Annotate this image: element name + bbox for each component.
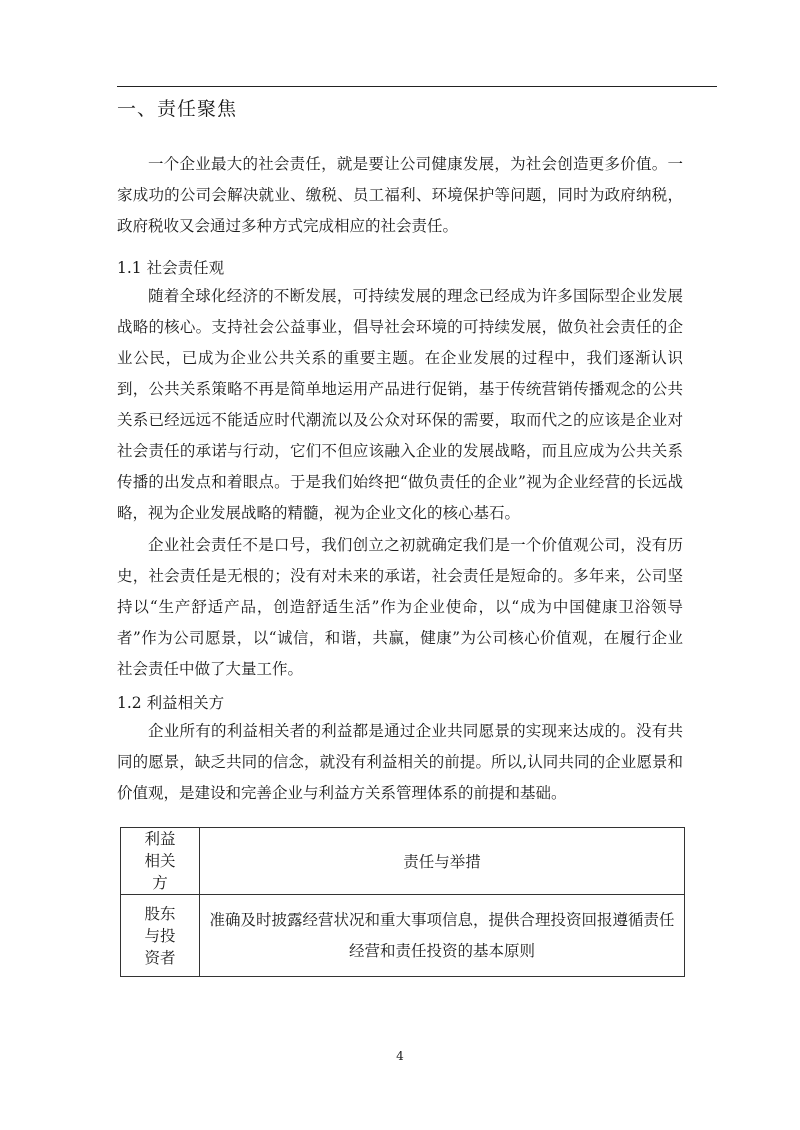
section-heading: 一、责任聚焦 [117,98,238,120]
table-header-responsibility: 责任与举措 [200,828,685,895]
table-cell-stakeholder: 股东与投资者 [121,895,200,977]
page-number: 4 [396,1049,404,1063]
stakeholder-paragraph: 企业所有的利益相关者的利益都是通过企业共同愿景的实现来达成的。没有共同的愿景，缺乏共同的信念，就没有利益相关的前提。所以,认同共同的企业愿景和价值观，是建设和完善企业与利益方关系管理体系的前提和基础。 [117,722,683,802]
header-rule [117,86,717,87]
social-responsibility-paragraph-1: 随着全球化经济的不断发展，可持续发展的理念已经成为许多国际型企业发展战略的核心。支持社会公益事业，倡导社会环境的可持续发展，做负社会责任的企业公民，已成为企业公共关系的重要主题。在企业发展的过程中，我们逐渐认识到，公共关系策略不再是简单地运用产品进行促销，基于传统营销传播观念的公共关系已经远远不能适应时代潮流以及公众对环保的需要，取而代之的应该是企业对社会责任的承诺与行动，它们不但应该融入企业的发展战略，而且应成为公共关系传播的出发点和着眼点。于是我们始终把“做负责任的企业”视为企业经营的长远战略，视为企业发展战略的精髓，视为企业文化的核心基石。 [117,287,683,522]
social-responsibility-paragraph-2: 企业社会责任不是口号，我们创立之初就确定我们是一个价值观公司，没有历史，社会责任是无根的；没有对未来的承诺，社会责任是短命的。多年来，公司坚持以“生产舒适产品，创造舒适生活”作为企业使命，以“成为中国健康卫浴领导者”作为公司愿景，以“诚信，和谐，共赢，健康”为公司核心价值观，在履行企业社会责任中做了大量工作。 [117,536,683,678]
subsection-heading-1-1: 1.1 社会责任观 [117,259,225,277]
stakeholder-table [120,827,685,977]
table-header-row [121,828,685,895]
table-header-stakeholder: 利益相关方 [121,828,200,895]
intro-paragraph: 一个企业最大的社会责任，就是要让公司健康发展，为社会创造更多价值。一家成功的公司会解决就业、缴税、员工福利、环境保护等问题，同时为政府纳税，政府税收又会通过多种方式完成相应的社会责任。 [117,155,683,235]
table-row [121,895,685,977]
subsection-heading-1-2: 1.2 利益相关方 [117,694,225,712]
table-cell-responsibility: 准确及时披露经营状况和重大事项信息，提供合理投资回报遵循责任经营和责任投资的基本原则 [200,895,685,977]
